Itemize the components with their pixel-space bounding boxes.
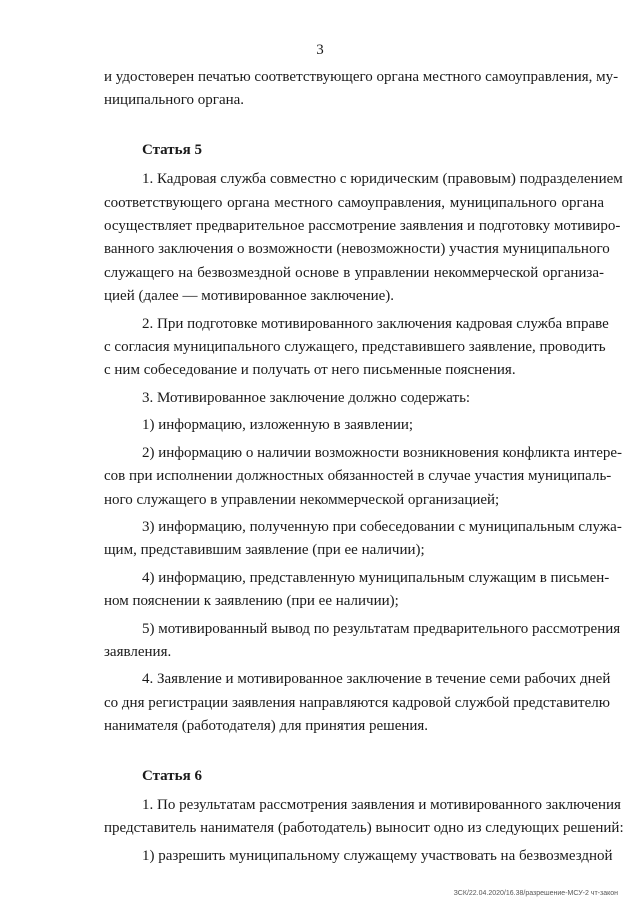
paragraph [104,313,609,383]
article-heading: Статья 5 [142,141,202,158]
text-line: с согласия муниципального служащего, представившего заявление, проводить [104,339,606,356]
text-line: нанимателя (работодателя) для принятия решения. [104,718,429,735]
text-line: осуществляет предварительное рассмотрение заявления и подготовку мотивиро- [104,218,621,235]
text-line: 1. Кадровая служба совместно с юридическим (правовым) подразделением [142,171,623,188]
paragraph [104,845,613,868]
text-line: 3) информацию, полученную при собеседовании с муниципальным служа- [142,518,622,535]
paragraph [104,567,610,614]
footer-filename: ЗСК/22.04.2020/16.38/разрешение-МСУ-2 чт-закон [453,890,618,897]
text-line: ванного заключения о возможности (невозможности) участия муниципального [104,241,610,258]
text-line: 5) мотивированный вывод по результатам предварительного рассмотрения [142,620,621,637]
paragraph [104,66,619,113]
text-line: с ним собеседование и получать от него письменные пояснения. [104,362,516,379]
text-line: служащего на безвозмездной основе в управлении некоммерческой организа- [104,264,604,281]
text-line: ном пояснении к заявлению (при ее наличии); [104,593,399,610]
text-line: 2) информацию о наличии возможности возникновения конфликта интере- [142,444,623,461]
paragraph [104,794,624,841]
document-body [104,66,624,872]
paragraph [104,668,611,738]
text-line: цией (далее — мотивированное заключение). [104,288,395,305]
page-number: 3 [316,42,324,58]
text-line: 4) информацию, представленную муниципальным служащим в письмен- [142,569,610,586]
text-line: со дня регистрации заявления направляются кадровой службой представителю [104,694,610,711]
text-line: 1) разрешить муниципальному служащему участвовать на безвозмездной [142,847,613,864]
paragraph [104,618,621,665]
text-line: ниципального органа. [104,92,245,109]
text-line: сов при исполнении должностных обязанностей в случае участия муниципаль- [104,468,612,485]
text-line: и удостоверен печатью соответствующего органа местного самоуправления, му- [104,69,619,85]
text-line: 4. Заявление и мотивированное заключение в течение семи рабочих дней [142,671,611,688]
paragraph [104,442,623,512]
text-line: представитель нанимателя (работодатель) выносит одно из следующих решений: [104,820,624,837]
text-line: 3. Мотивированное заключение должно содержать: [142,389,471,406]
text-line: соответствующего органа местного самоуправления, муниципального органа [104,194,604,211]
paragraph [104,414,604,437]
paragraph [104,387,604,410]
text-line: 1. По результатам рассмотрения заявления и мотивированного заключения [142,796,621,813]
text-line: ного служащего в управлении некоммерческой организацией; [104,491,500,508]
text-line: 1) информацию, изложенную в заявлении; [142,417,414,434]
paragraph [104,168,623,308]
text-line: 2. При подготовке мотивированного заключения кадровая служба вправе [142,315,609,332]
article-heading: Статья 6 [142,767,202,784]
text-line: щим, представившим заявление (при ее наличии); [104,542,425,559]
paragraph [104,516,622,563]
text-line: заявления. [104,643,172,660]
